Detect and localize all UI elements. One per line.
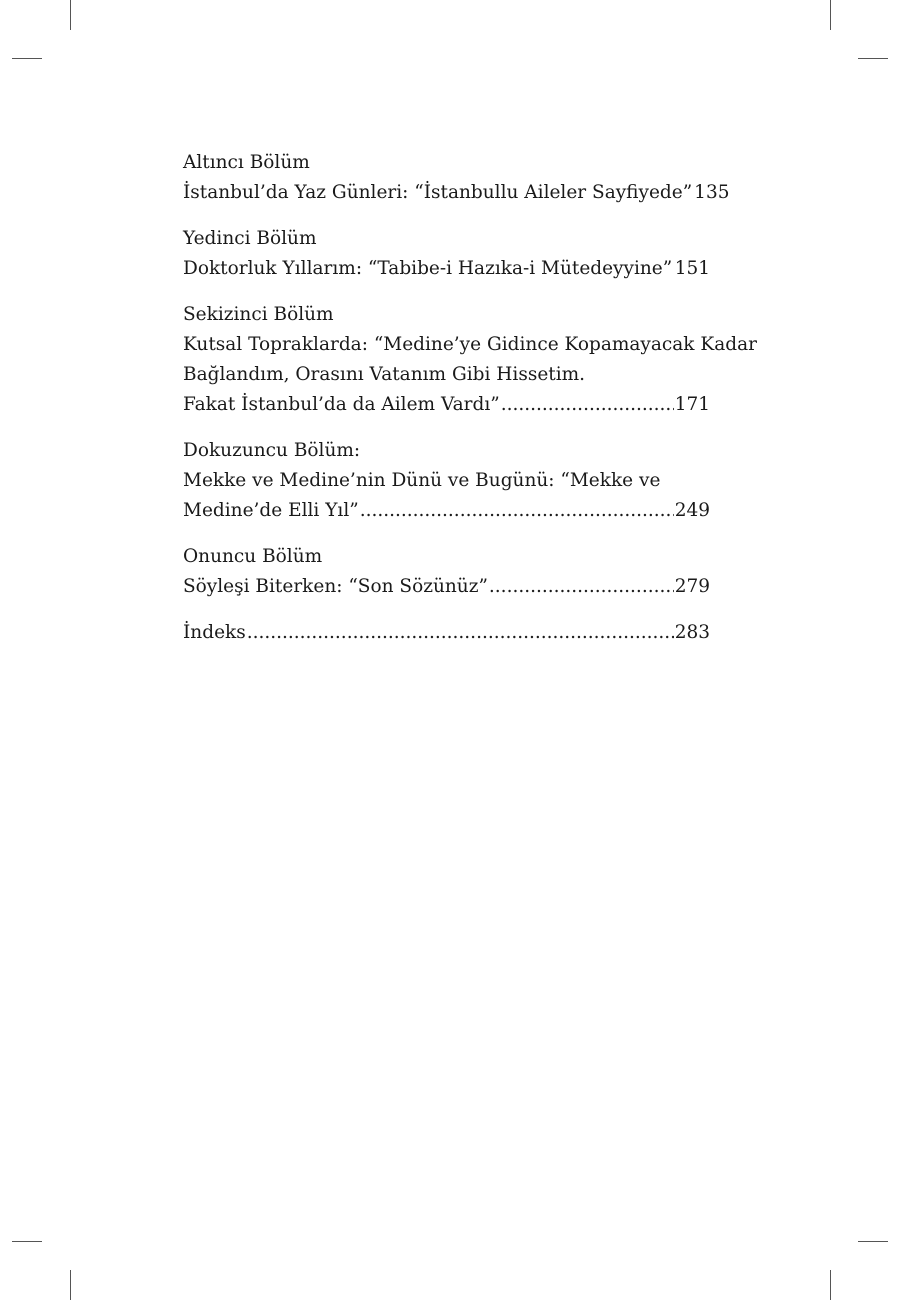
page-number: 171 — [674, 394, 710, 415]
chapter-heading: Dokuzuncu Bölüm: — [183, 440, 361, 461]
toc-link-chapter-10[interactable] — [183, 572, 710, 602]
toc-link-index[interactable] — [183, 618, 710, 648]
chapter-title: Medine’de Elli Yıl” — [183, 500, 359, 521]
crop-mark — [12, 1241, 42, 1242]
chapter-title: İstanbul’da Yaz Günleri: “İstanbullu Aileler Sayfiyede” — [183, 182, 693, 203]
toc-entry-chapter-7 — [183, 224, 710, 284]
table-of-contents — [183, 148, 757, 664]
page-number: 135 — [694, 182, 730, 203]
page-number: 151 — [674, 258, 710, 279]
page-number: 249 — [674, 500, 710, 521]
toc-entry-index — [183, 618, 710, 648]
chapter-title: Söyleşi Biterken: “Son Sözünüz” — [183, 576, 488, 597]
crop-mark — [858, 58, 888, 59]
toc-entry-chapter-10 — [183, 542, 710, 602]
chapter-title-line: Bağlandım, Orasını Vatanım Gibi Hissetim. — [183, 364, 586, 385]
toc-link-chapter-9[interactable] — [183, 496, 710, 526]
toc-entry-chapter-6 — [183, 148, 730, 208]
crop-mark — [70, 0, 71, 30]
crop-mark — [858, 1241, 888, 1242]
dot-leader — [489, 572, 674, 602]
toc-entry-chapter-8 — [183, 300, 757, 420]
page-number: 283 — [674, 622, 710, 643]
chapter-heading: Yedinci Bölüm — [183, 228, 317, 249]
crop-mark — [70, 1270, 71, 1300]
index-title: İndeks — [183, 622, 246, 643]
toc-link-chapter-7[interactable] — [183, 254, 710, 284]
toc-entry-chapter-9 — [183, 436, 710, 526]
crop-mark — [830, 1270, 831, 1300]
chapter-heading: Altıncı Bölüm — [183, 152, 310, 173]
chapter-title-line: Mekke ve Medine’nin Dünü ve Bugünü: “Mekke ve — [183, 470, 661, 491]
dot-leader — [501, 390, 674, 420]
crop-mark — [12, 58, 42, 59]
chapter-heading: Onuncu Bölüm — [183, 546, 323, 567]
dot-leader — [247, 618, 674, 648]
chapter-title: Doktorluk Yıllarım: “Tabibe-i Hazıka-i Mütedeyyine” — [183, 258, 673, 279]
chapter-title: Fakat İstanbul’da da Ailem Vardı” — [183, 394, 500, 415]
crop-mark — [830, 0, 831, 30]
chapter-title-line: Kutsal Topraklarda: “Medine’ye Gidince Kopamayacak Kadar — [183, 334, 757, 355]
page-number: 279 — [674, 576, 710, 597]
toc-link-chapter-6[interactable] — [183, 178, 730, 208]
dot-leader — [360, 496, 674, 526]
toc-link-chapter-8[interactable] — [183, 390, 710, 420]
chapter-heading: Sekizinci Bölüm — [183, 304, 334, 325]
